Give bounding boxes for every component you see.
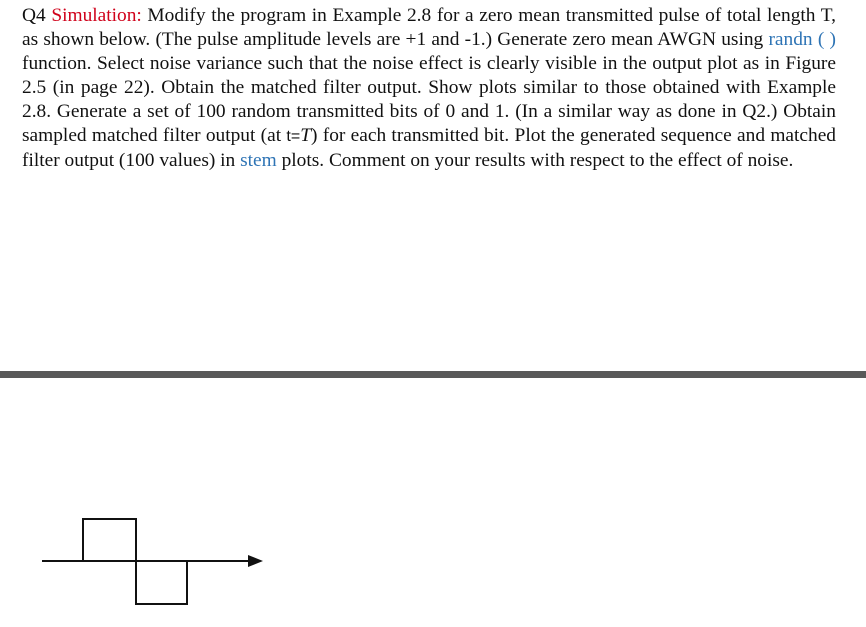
- question-text-part-1: Modify the program in Example 2.8 for a zero mean transmitted pulse of total length T, as shown below. (The pulse amplitude levels are +1 and -1.) Generate zero mean AWGN using: [22, 5, 836, 50]
- pulse-diagram: [0, 500, 866, 627]
- question-label: Simulation:: [51, 5, 142, 26]
- section-divider: [0, 371, 866, 378]
- sample-time-var: t: [286, 128, 291, 145]
- axis-arrowhead: [248, 555, 263, 567]
- plot-type: stem: [240, 150, 277, 171]
- question-text-part-4: plots. Comment on your results with respect to the effect of noise.: [276, 150, 794, 171]
- question-text-part-2: function. Select noise variance such that the noise effect is clearly visible in the output plot as in Figure 2.5 (in page 22). Obtain the matched filter output. Show plots similar to those obtained with Example 2.8. Generate a set of 100 random transmitted bits of 0 and 1. (In a similar way as done in Q2.) Obtain sampled matched filter output (at: [22, 53, 836, 146]
- function-parens: ( ): [817, 29, 836, 50]
- function-name: randn: [768, 29, 813, 50]
- sample-time-eq: =: [290, 128, 301, 145]
- negative-pulse-half: [136, 561, 187, 604]
- question-paragraph: [22, 4, 836, 173]
- question-text-part-3: ) for each transmitted bit. Plot the generated sequence and matched filter output (100 values) in: [22, 125, 836, 171]
- question-number: Q4: [22, 5, 46, 26]
- sample-time-val: T: [300, 125, 311, 146]
- positive-pulse-half: [83, 519, 136, 561]
